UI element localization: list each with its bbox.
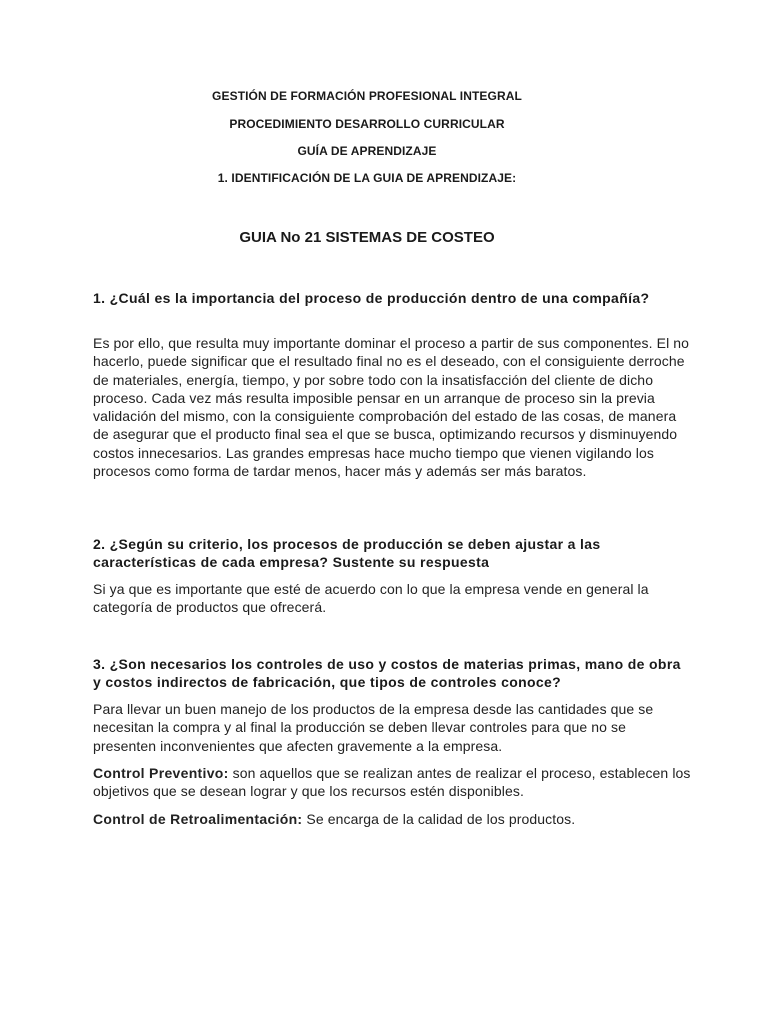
question-1: 1. ¿Cuál es la importancia del proceso de producción dentro de una compañía? [93,290,650,306]
control-retro-paragraph [93,810,693,828]
header-identification: 1. IDENTIFICACIÓN DE LA GUIA DE APRENDIZAJE: [217,171,517,185]
header-guide: GUÍA DE APRENDIZAJE [297,144,437,158]
question-2: 2. ¿Según su criterio, los procesos de producción se deben ajustar a las características de cada empresa? Sustente su respuesta [93,536,601,570]
control-retro-label: Control de Retroalimentación: [93,811,303,827]
control-retro-text: Se encarga de la calidad de los productos. [302,811,576,827]
control-preventivo-label: Control Preventivo: [93,765,229,781]
answer-2: Si ya que es importante que esté de acuerdo con lo que la empresa vende en general la categoría de productos que ofrecerá. [93,581,649,616]
header-procedure: PROCEDIMIENTO DESARROLLO CURRICULAR [229,117,505,131]
guide-title: GUIA No 21 SISTEMAS DE COSTEO [239,229,495,246]
answer-1: Es por ello, que resulta muy importante dominar el proceso a partir de sus componentes. El no hacerlo, puede significar que el resultado final no es el deseado, con el consiguiente derroche de materiales, energía, tiempo, y por sobre todo con la insatisfacción del cliente de dicho proceso. Cada vez más resulta imposible pensar en un arranque de proceso sin la previa validación del mismo, con la consiguiente comprobación del estado de las cosas, de manera de asegurar que el producto final sea el que se busca, optimizando recursos y disminuyendo costos innecesarios. Las grandes empresas hace mucho tiempo que vienen vigilando los procesos como forma de tardar menos, hacer más y además ser más baratos. [93,335,690,480]
control-preventivo-paragraph [93,764,693,801]
control-preventivo-text: son aquellos que se realizan antes de realizar el proceso, establecen los objetivos que se desean lograr y que los recursos estén disponibles. [93,765,691,800]
question-3: 3. ¿Son necesarios los controles de uso y costos de materias primas, mano de obra y costos indirectos de fabricación, que tipos de controles conoce? [93,656,681,690]
header-institution: GESTIÓN DE FORMACIÓN PROFESIONAL INTEGRAL [212,89,522,103]
answer-3: Para llevar un buen manejo de los productos de la empresa desde las cantidades que se necesitan la compra y al final la producción se deben llevar controles para que no se presenten inconvenientes que afecten gravemente a la empresa. [93,701,654,754]
